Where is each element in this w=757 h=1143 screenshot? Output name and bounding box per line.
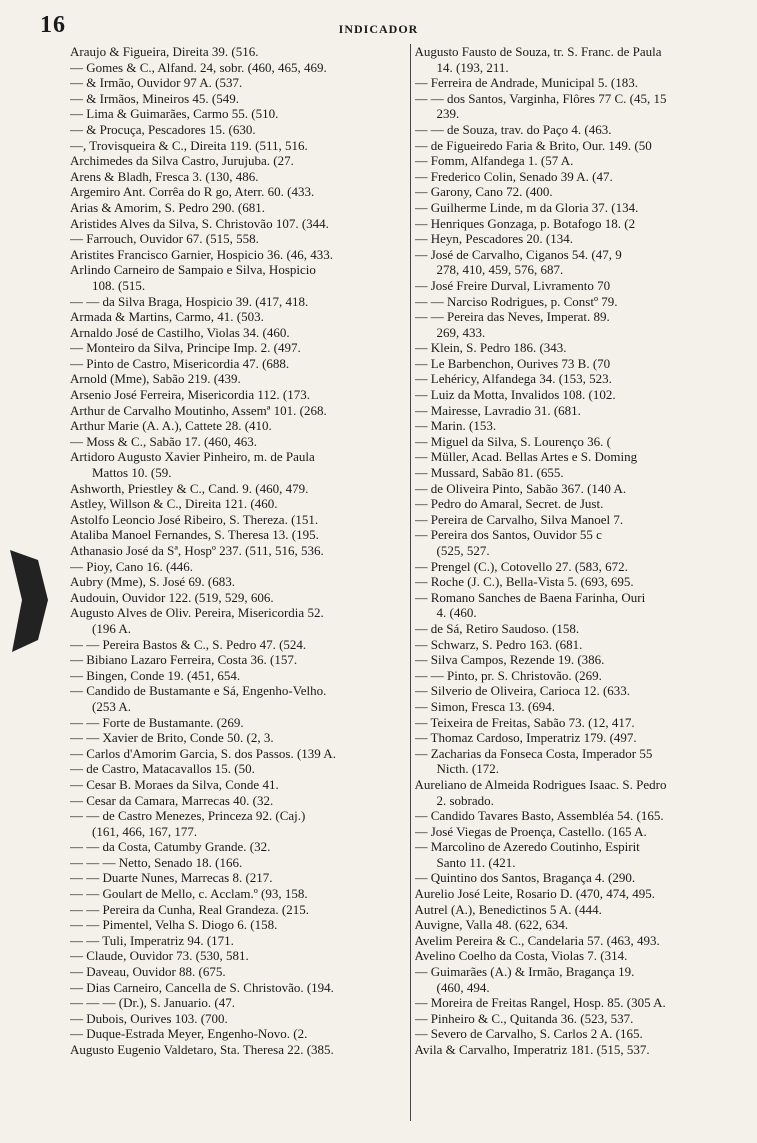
directory-entry: — — da Costa, Catumby Grande. (32. [70, 839, 271, 855]
directory-entry: — Schwarz, S. Pedro 163. (681. [414, 636, 583, 652]
directory-entry: — de Figueiredo Faria & Brito, Our. 149. (50 [414, 137, 652, 153]
directory-entry: — — Pereira das Neves, Imperat. 89. [414, 309, 610, 325]
directory-entry-continuation: 278, 410, 459, 576, 687. [436, 262, 564, 278]
directory-entry: — Müller, Acad. Bellas Artes e S. Doming [414, 449, 638, 465]
directory-entry: — Candido de Bustamante e Sá, Engenho-Velho. [70, 683, 327, 699]
directory-entry: — Pereira dos Santos, Ouvidor 55 c [414, 527, 602, 543]
directory-entry: — & Irmão, Ouvidor 97 A. (537. [70, 75, 243, 91]
directory-entry: — Cesar da Camara, Marrecas 40. (32. [70, 792, 274, 808]
directory-entry: Arlindo Carneiro de Sampaio e Silva, Hospicio [70, 262, 316, 278]
directory-entry: — Pinheiro & C., Quitanda 36. (523, 537. [414, 1010, 634, 1026]
directory-entry: Argemiro Ant. Corrêa do R go, Aterr. 60. (433. [70, 184, 315, 200]
directory-entry: — Moss & C., Sabão 17. (460, 463. [70, 433, 258, 449]
directory-entry: Augusto Alves de Oliv. Pereira, Misericordia 52. [70, 605, 324, 621]
directory-entry: — — Pereira Bastos & C., S. Pedro 47. (524. [70, 636, 307, 652]
directory-entry: — José Freire Durval, Livramento 70 [414, 277, 611, 293]
directory-entry: — José Viegas de Proença, Castello. (165 A. [414, 823, 647, 839]
directory-entry: — Silva Campos, Rezende 19. (386. [414, 652, 605, 668]
directory-entry: — Miguel da Silva, S. Lourenço 36. ( [414, 433, 611, 449]
directory-entry: — Claude, Ouvidor 73. (530, 581. [70, 948, 249, 964]
directory-entry: — Pioy, Cano 16. (446. [70, 558, 194, 574]
directory-entry: Arens & Bladh, Fresca 3. (130, 486. [70, 168, 259, 184]
directory-entry: — — Xavier de Brito, Conde 50. (2, 3. [70, 730, 274, 746]
directory-entry: — Pinto de Castro, Misericordia 47. (688. [70, 355, 290, 371]
directory-entry: — — Tuli, Imperatriz 94. (171. [70, 932, 234, 948]
directory-entry: — Moreira de Freitas Rangel, Hosp. 85. (305 A. [414, 995, 666, 1011]
directory-entry: — Guilherme Linde, m da Gloria 37. (134. [414, 199, 639, 215]
directory-entry: — Heyn, Pescadores 20. (134. [414, 231, 573, 247]
directory-entry: — — Pereira da Cunha, Real Grandeza. (215. [70, 901, 309, 917]
directory-entry: Aureliano de Almeida Rodrigues Isaac. S. Pedro [414, 776, 667, 792]
directory-entry: — Roche (J. C.), Bella-Vista 5. (693, 695. [414, 574, 634, 590]
directory-entry: — Quintino dos Santos, Bragança 4. (290. [414, 870, 636, 886]
directory-entry: —, Trovisqueira & C., Direita 119. (511, 516. [70, 137, 308, 153]
directory-entry: Autrel (A.), Benedictinos 5 A. (444. [414, 901, 602, 917]
directory-entry: — de Sá, Retiro Saudoso. (158. [414, 620, 580, 636]
directory-entry-continuation: (196 A. [92, 620, 131, 636]
directory-entry: Augusto Eugenio Valdetaro, Sta. Theresa 22. (385. [70, 1042, 334, 1057]
directory-entry: — — Forte de Bustamante. (269. [70, 714, 244, 730]
directory-entry: — Romano Sanches de Baena Farinha, Ouri [414, 589, 646, 605]
directory-entry: Aristides Alves da Silva, S. Christovão 107. (344. [70, 215, 329, 231]
directory-entry: — José de Carvalho, Ciganos 54. (47, 9 [414, 246, 622, 262]
directory-entry: — Fomm, Alfandega 1. (57 A. [414, 153, 574, 169]
directory-entry: — Cesar B. Moraes da Silva, Conde 41. [70, 776, 279, 792]
directory-entry: — Farrouch, Ouvidor 67. (515, 558. [70, 231, 259, 247]
directory-entry: — Ferreira de Andrade, Municipal 5. (183. [414, 75, 638, 91]
directory-entry: Aurelio José Leite, Rosario D. (470, 474, 495. [414, 886, 655, 902]
directory-entry-continuation: Mattos 10. (59. [92, 465, 172, 481]
directory-entry: — — da Silva Braga, Hospicio 39. (417, 418. [70, 293, 309, 309]
directory-entry: Astolfo Leoncio José Ribeiro, S. Thereza. (151. [70, 511, 319, 527]
directory-entry: — Lehéricy, Alfandega 34. (153, 523. [414, 371, 612, 387]
directory-entry: Ataliba Manoel Fernandes, S. Theresa 13. (195. [70, 527, 319, 543]
directory-entry: — Pedro do Amaral, Secret. de Just. [414, 496, 604, 512]
directory-entry: — Klein, S. Pedro 186. (343. [414, 340, 567, 356]
directory-entry: — Zacharias da Fonseca Costa, Imperador 55 [414, 745, 653, 761]
directory-entry: — Daveau, Ouvidor 88. (675. [70, 964, 226, 980]
directory-entry-continuation: 269, 433. [436, 324, 486, 340]
directory-entry: — — Duarte Nunes, Marrecas 8. (217. [70, 870, 273, 886]
directory-columns [70, 44, 751, 1121]
directory-entry-continuation: (253 A. [92, 698, 131, 714]
directory-entry: — — Pinto, pr. S. Christovão. (269. [414, 667, 602, 683]
directory-entry: — Monteiro da Silva, Principe Imp. 2. (497. [70, 340, 301, 356]
directory-entry: — Prengel (C.), Cotovello 27. (583, 672. [414, 558, 628, 574]
directory-entry: — Duque-Estrada Meyer, Engenho-Novo. (2. [70, 1026, 308, 1042]
directory-entry: — Teixeira de Freitas, Sabão 73. (12, 417. [414, 714, 635, 730]
directory-entry: — Gomes & C., Alfand. 24, sobr. (460, 465, 469. [70, 59, 327, 75]
directory-entry: Aristites Francisco Garnier, Hospicio 36. (46, 433. [70, 246, 334, 262]
directory-entry: — — — (Dr.), S. Januario. (47. [70, 995, 236, 1011]
directory-entry: Avila & Carvalho, Imperatriz 181. (515, 537. [414, 1042, 650, 1057]
directory-entry: — — Goulart de Mello, c. Acclam.º (93, 158. [70, 886, 308, 902]
directory-entry: — Candido Tavares Basto, Assembléa 54. (165. [414, 808, 664, 824]
directory-entry: Arthur de Carvalho Moutinho, Assemª 101. (268. [70, 402, 327, 418]
directory-entry: Athanasio José da Sª, Hospº 237. (511, 516, 536. [70, 543, 324, 558]
directory-entry: — Marcolino de Azeredo Coutinho, Espirit [414, 839, 640, 855]
directory-entry-continuation: Santo 11. (421. [436, 854, 516, 870]
directory-entry: — Garony, Cano 72. (400. [414, 184, 553, 200]
directory-entry: Augusto Fausto de Souza, tr. S. Franc. de Paula [414, 44, 662, 59]
directory-entry: — — de Castro Menezes, Princeza 92. (Caj.) [70, 808, 306, 824]
directory-entry-continuation: 4. (460. [436, 605, 477, 621]
directory-entry: Arthur Marie (A. A.), Cattete 28. (410. [70, 418, 272, 434]
directory-entry: — Le Barbenchon, Ourives 73 B. (70 [414, 355, 611, 371]
directory-entry: Avelim Pereira & C., Candelaria 57. (463, 493. [414, 932, 660, 948]
directory-entry: — de Castro, Matacavallos 15. (50. [70, 761, 255, 777]
directory-entry-continuation: 239. [436, 106, 460, 122]
directory-entry-continuation: 108. (515. [92, 277, 146, 293]
directory-entry: Avelino Coelho da Costa, Violas 7. (314. [414, 948, 628, 964]
directory-entry: — Frederico Colin, Senado 39 A. (47. [414, 168, 613, 184]
directory-entry: Astley, Willson & C., Direita 121. (460. [70, 496, 278, 512]
directory-entry: — Pereira de Carvalho, Silva Manoel 7. [414, 511, 624, 527]
directory-entry: Araujo & Figueira, Direita 39. (516. [70, 44, 259, 59]
directory-entry: — Carlos d'Amorim Garcia, S. dos Passos. (139 A. [70, 745, 336, 761]
page-number: 16 [40, 12, 66, 38]
directory-entry: Audouin, Ouvidor 122. (519, 529, 606. [70, 589, 274, 605]
directory-entry: Aubry (Mme), S. José 69. (683. [70, 574, 236, 590]
directory-entry-continuation: Nicth. (172. [436, 761, 499, 777]
directory-entry: — Mussard, Sabão 81. (655. [414, 465, 564, 481]
directory-entry: — & Irmãos, Mineiros 45. (549. [70, 90, 239, 106]
directory-entry: — Thomaz Cardoso, Imperatriz 179. (497. [414, 730, 637, 746]
directory-entry: — — Pimentel, Velha S. Diogo 6. (158. [70, 917, 278, 933]
directory-entry: — Marin. (153. [414, 418, 497, 434]
directory-entry: Arsenio José Ferreira, Misericordia 112. (173. [70, 387, 310, 403]
directory-entry: — de Oliveira Pinto, Sabão 367. (140 A. [414, 480, 627, 496]
directory-entry: Arnold (Mme), Sabão 219. (439. [70, 371, 241, 387]
directory-entry: — & Procuça, Pescadores 15. (630. [70, 121, 256, 137]
directory-entry: Arnaldo José de Castilho, Violas 34. (460. [70, 324, 290, 340]
directory-entry-continuation: (161, 466, 167, 177. [92, 823, 198, 839]
directory-entry: — Guimarães (A.) & Irmão, Bragança 19. [414, 964, 635, 980]
directory-entry: — Severo de Carvalho, S. Carlos 2 A. (165. [414, 1026, 643, 1042]
directory-entry: — Mairesse, Lavradio 31. (681. [414, 402, 581, 418]
directory-entry: — Lima & Guimarães, Carmo 55. (510. [70, 106, 279, 122]
left-column [70, 44, 411, 1121]
directory-entry: — Simon, Fresca 13. (694. [414, 698, 555, 714]
directory-entry: Auvigne, Valla 48. (622, 634. [414, 917, 569, 933]
page-edge-stain [8, 540, 52, 660]
directory-entry: — — Narciso Rodrigues, p. Constº 79. [414, 293, 618, 309]
directory-entry: Armada & Martins, Carmo, 41. (503. [70, 309, 264, 325]
directory-entry-continuation: 14. (193, 211. [436, 59, 509, 75]
directory-entry: — Henriques Gonzaga, p. Botafogo 18. (2 [414, 215, 636, 231]
directory-entry: Archimedes da Silva Castro, Jurujuba. (27. [70, 153, 294, 169]
directory-entry: Arias & Amorim, S. Pedro 290. (681. [70, 199, 265, 215]
directory-entry: — — de Souza, trav. do Paço 4. (463. [414, 121, 612, 137]
directory-entry: Ashworth, Priestley & C., Cand. 9. (460, 479. [70, 480, 309, 496]
directory-entry: Artidoro Augusto Xavier Pinheiro, m. de Paula [70, 449, 315, 465]
directory-entry-continuation: 2. sobrado. [436, 792, 494, 808]
directory-entry: — — dos Santos, Varginha, Flôres 77 C. (45, 15 [414, 90, 667, 106]
directory-entry-continuation: (460, 494. [436, 979, 490, 995]
directory-entry: — Luiz da Motta, Invalidos 108. (102. [414, 387, 616, 403]
right-column [411, 44, 752, 1121]
directory-entry: — Dubois, Ourives 103. (700. [70, 1010, 228, 1026]
directory-entry: — Dias Carneiro, Cancella de S. Christovão. (194. [70, 979, 334, 995]
directory-entry: — Bingen, Conde 19. (451, 654. [70, 667, 241, 683]
directory-entry: — — — Netto, Senado 18. (166. [70, 854, 243, 870]
running-head: INDICADOR [338, 22, 419, 36]
directory-entry: — Silverio de Oliveira, Carioca 12. (633. [414, 683, 631, 699]
directory-entry-continuation: (525, 527. [436, 543, 490, 558]
directory-entry: — Bibiano Lazaro Ferreira, Costa 36. (157. [70, 652, 298, 668]
